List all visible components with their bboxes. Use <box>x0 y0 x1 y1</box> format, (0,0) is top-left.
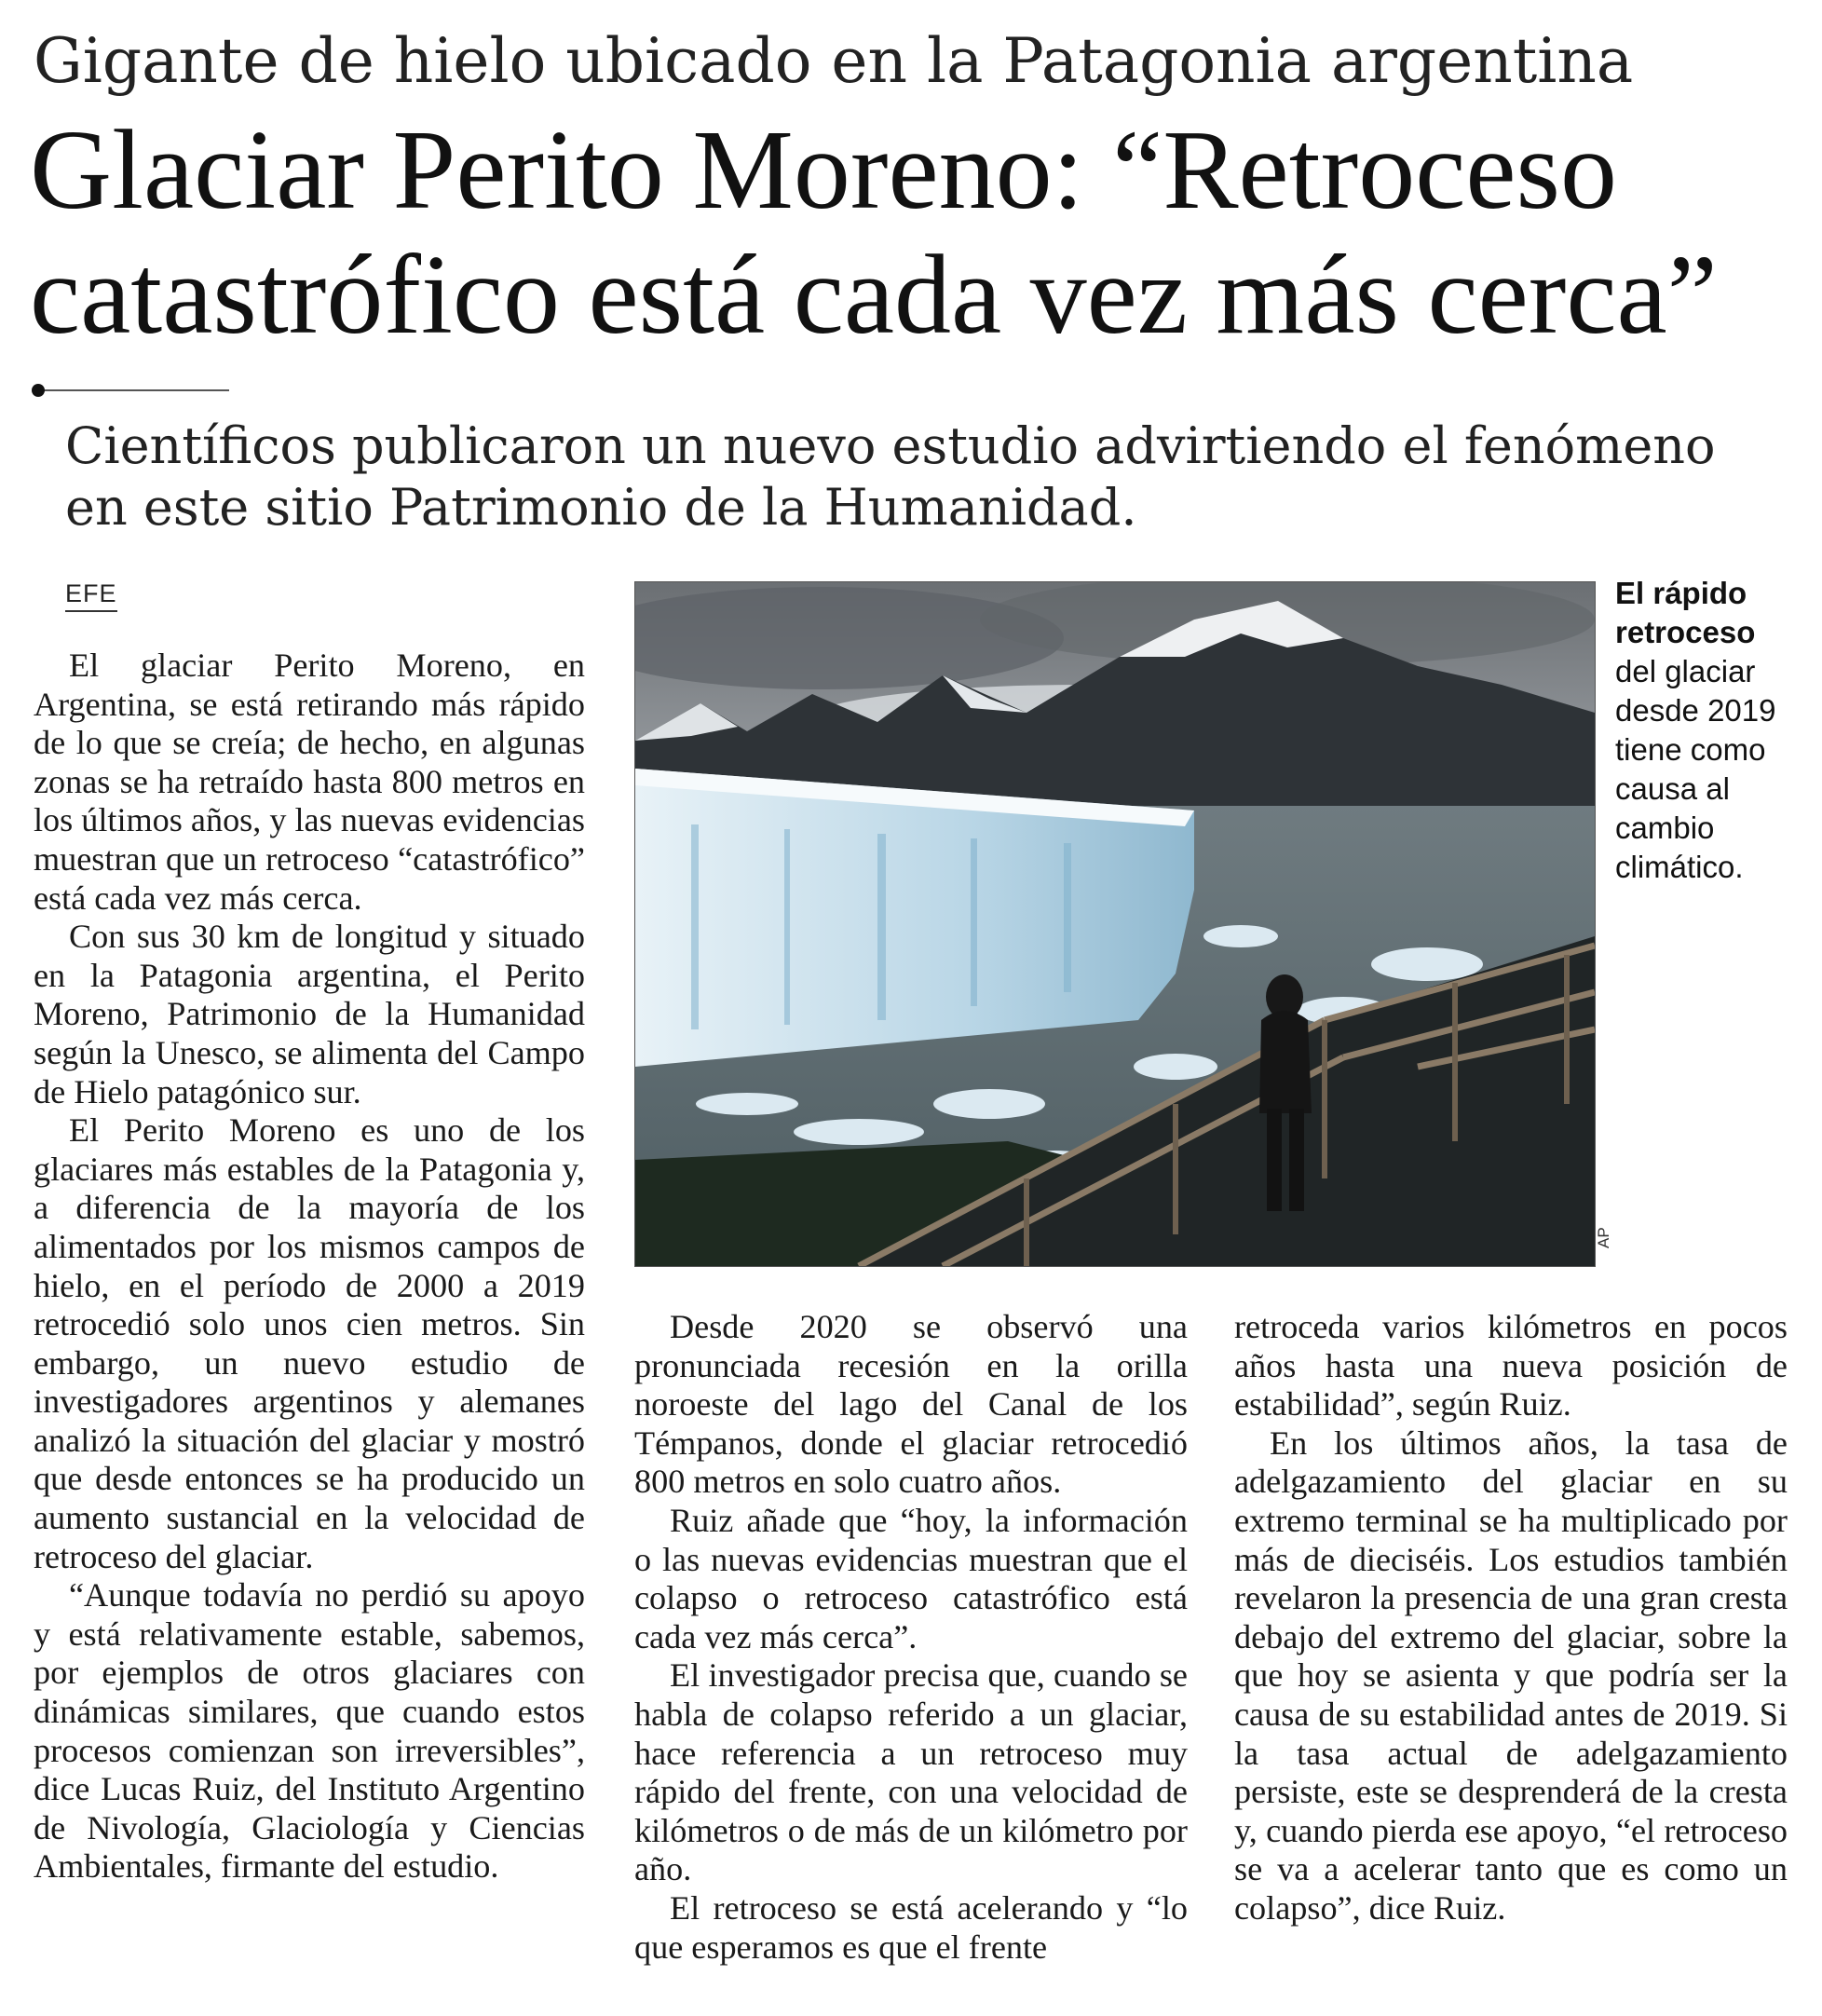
body-column-2 <box>634 1308 1188 1967</box>
paragraph: “Aunque todavía no perdió su apoyo y está relativamente estable, sabemos, por ejemplos de otros glaciares con dinámicas similares, que cuando estos procesos comienzan son irreversibles”, dice Lucas Ruiz, del Instituto Argentino de Nivología, Glaciología y Ciencias Ambientales, firmante del estudio. <box>34 1576 585 1886</box>
body-column-3 <box>1234 1308 1788 1928</box>
paragraph: Ruiz añade que “hoy, la información o las nuevas evidencias muestran que el colapso o retroceso catastrófico está cada vez más cerca”. <box>634 1501 1188 1655</box>
caption-text: del glaciar desde 2019 tiene como causa al cambio climático. <box>1615 654 1776 884</box>
paragraph: El investigador precisa que, cuando se habla de colapso referido a un glaciar, hace referencia a un retroceso muy rápido del frente, con una velocidad de kilómetros o de más de un kilómetro por año. <box>634 1656 1188 1888</box>
paragraph: Desde 2020 se observó una pronunciada recesión en la orilla noroeste del lago del Canal de los Témpanos, donde el glaciar retrocedió 800 metros en solo cuatro años. <box>634 1308 1188 1501</box>
paragraph: El retroceso se está acelerando y “lo que esperamos es que el frente <box>634 1888 1188 1966</box>
paragraph: El Perito Moreno es uno de los glaciares más estables de la Patagonia y, a diferencia de la mayoría de los alimentados por los mismos campos de hielo, en el período de 2000 a 2019 retrocedió solo unos cien metros. Sin embargo, un nuevo estudio de investigadores argentinos y alemanes analizó la situación del glaciar y mostró que desde entonces se ha producido un aumento sustancial en la velocidad de retroceso del glaciar. <box>34 1111 585 1575</box>
photo-caption <box>1615 574 1802 887</box>
deck: Científicos publicaron un nuevo estudio advirtiendo el fenómeno en este sitio Patrimonio de la Humanidad. <box>65 416 1716 537</box>
paragraph-continuation: retroceda varios kilómetros en pocos años hasta una nueva posición de estabilidad”, según Ruiz. <box>1234 1308 1788 1423</box>
divider-rule <box>34 389 229 391</box>
divider-dot <box>32 384 45 397</box>
glacier-photo <box>634 581 1596 1267</box>
glacier-photo-illustration <box>635 582 1595 1266</box>
caption-lead: El rápido retroceso <box>1615 576 1756 649</box>
byline: EFE <box>65 579 117 612</box>
kicker: Gigante de hielo ubicado en la Patagonia argentina <box>34 25 1634 97</box>
body-column-1 <box>34 647 585 1887</box>
paragraph: El glaciar Perito Moreno, en Argentina, se está retirando más rápido de lo que se creía; de hecho, en algunas zonas se ha retraído hasta 800 metros en los últimos años, y las nuevas evidencias muestran que un retroceso “catastrófico” está cada vez más cerca. <box>34 647 585 917</box>
photo-credit: AP <box>1595 1227 1612 1248</box>
paragraph: En los últimos años, la tasa de adelgazamiento del glaciar en su extremo terminal se ha multiplicado por más de dieciséis. Los estudios también revelaron la presencia de una gran cresta debajo del extremo del glaciar, sobre la que hoy se asienta y que podría ser la causa de su estabilidad antes de 2019. Si la tasa actual de adelgazamiento persiste, este se desprenderá de la cresta y, cuando pierda ese apoyo, “el retroceso se va a acelerar tanto que es como un colapso”, dice Ruiz. <box>1234 1423 1788 1927</box>
headline: Glaciar Perito Moreno: “Retroceso catastrófico está cada vez más cerca” <box>30 107 1718 358</box>
paragraph: Con sus 30 km de longitud y situado en la Patagonia argentina, el Perito Moreno, Patrimonio de la Humanidad según la Unesco, se alimenta del Campo de Hielo patagónico sur. <box>34 918 585 1110</box>
